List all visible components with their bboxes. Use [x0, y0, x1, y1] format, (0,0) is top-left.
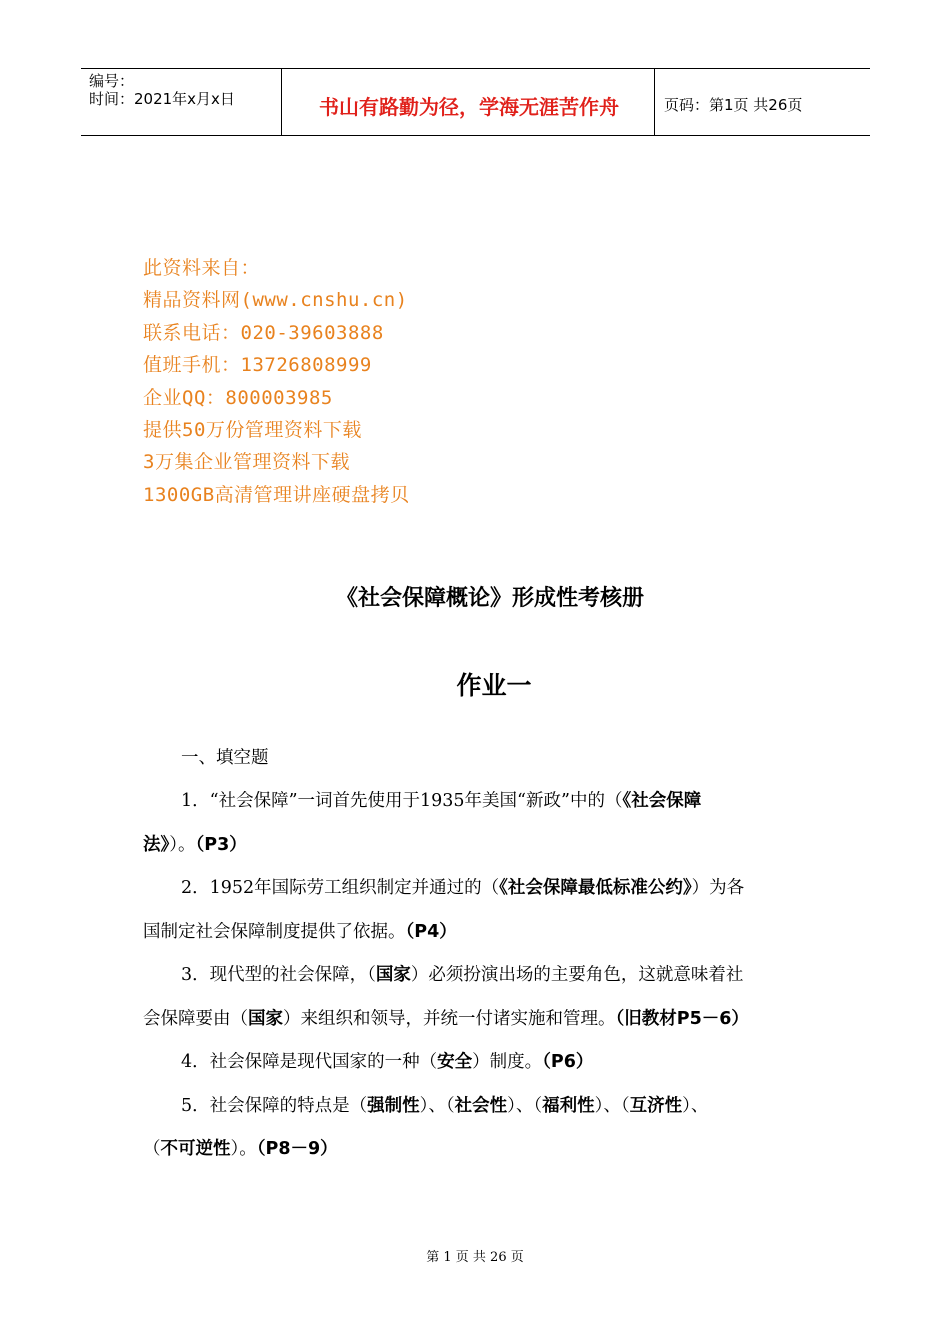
q4-text: 4．社会保障是现代国家的一种（: [181, 1052, 438, 1072]
question-3-line-1: [181, 961, 743, 986]
q5-answer-2: 社会性: [454, 1096, 508, 1116]
ad-line: 企业QQ：800003985: [143, 386, 333, 409]
page-info: 页码：第1页 共26页: [664, 96, 803, 114]
q5-open: （: [143, 1139, 161, 1159]
motto: 书山有路勤为径，学海无涯苦作舟: [319, 95, 619, 119]
question-5-line-1: [181, 1092, 708, 1117]
header-divider: [281, 69, 282, 135]
question-3-line-2: [143, 1005, 749, 1030]
q3-text-end: ）来组织和领导，并统一付诸实施和管理。: [283, 1009, 616, 1029]
section-heading: 一、填空题: [181, 748, 269, 768]
question-2-line-1: [181, 874, 744, 899]
q4-text-end: ）制度。: [472, 1052, 543, 1072]
question-1-line-2: [143, 831, 247, 856]
q2-text-cont: 国制定社会保障制度提供了依据。: [143, 922, 406, 942]
ad-line: 1300GB高清管理讲座硬盘拷贝: [143, 483, 410, 506]
q5-sep: ）、（: [419, 1096, 455, 1116]
q1-answer-cont: 法》: [143, 835, 170, 855]
q4-answer: 安全: [437, 1052, 473, 1072]
q5-ref: （P8－9）: [256, 1139, 338, 1159]
q2-ref: （P4）: [405, 922, 457, 942]
question-4: [181, 1048, 593, 1073]
q5-answer-1: 强制性: [367, 1096, 420, 1116]
q5-answer-4: 互济性: [629, 1096, 683, 1116]
ad-line: 3万集企业管理资料下载: [143, 451, 350, 474]
q5-sep: ）、（: [594, 1096, 630, 1116]
assignment-title: 作业一: [456, 671, 532, 700]
q3-ref: （旧教材P5－6）: [615, 1009, 749, 1029]
question-1-line-1: [181, 787, 701, 812]
document-title: 《社会保障概论》形成性考核册: [335, 586, 644, 611]
q2-answer: 《社会保障最低标准公约》: [499, 878, 692, 898]
ad-line: 此资料来自：: [143, 257, 261, 279]
ad-block: [143, 252, 410, 511]
q3-answer: 国家: [375, 965, 411, 985]
q3-answer-2: 国家: [248, 1009, 283, 1029]
q3-text: 3．现代型的社会保障，（: [181, 965, 376, 985]
q2-text-end: ）为各: [691, 878, 745, 898]
q5-sep: ）、: [682, 1096, 709, 1116]
ad-line: 联系电话：020-39603888: [143, 321, 384, 344]
q5-answer-5: 不可逆性: [160, 1139, 231, 1159]
q2-text: 2．1952年国际劳工组织制定并通过的（: [181, 878, 500, 898]
q5-text: 5．社会保障的特点是（: [181, 1096, 368, 1116]
ad-line: 精品资料网(www.cnshu.cn): [143, 289, 408, 312]
page-footer: 第 1 页 共 26 页: [426, 1250, 524, 1265]
q5-sep: ）、（: [507, 1096, 543, 1116]
time-label: 时间：2021年x月x日: [89, 90, 235, 108]
question-2-line-2: [143, 918, 457, 943]
q1-ref: （P3）: [195, 835, 247, 855]
q4-ref: （P6）: [542, 1052, 594, 1072]
q1-answer: 《社会保障: [622, 791, 702, 811]
q3-text-mid: ）必须扮演出场的主要角色，这就意味着社: [410, 965, 744, 985]
header-table: [81, 68, 870, 136]
question-5-line-2: [143, 1135, 338, 1160]
serial-label: 编号：: [89, 72, 135, 90]
q1-text-end: ）。: [169, 835, 196, 855]
q1-text: 1．“社会保障”一词首先使用于1935年美国“新政”中的（: [181, 791, 623, 811]
q5-text-end: ）。: [230, 1139, 257, 1159]
q5-answer-3: 福利性: [542, 1096, 595, 1116]
header-divider: [654, 69, 655, 135]
q3-text-cont: 会保障要由（: [143, 1009, 248, 1029]
ad-line: 提供50万份管理资料下载: [143, 419, 362, 442]
ad-line: 值班手机：13726808999: [143, 354, 372, 377]
